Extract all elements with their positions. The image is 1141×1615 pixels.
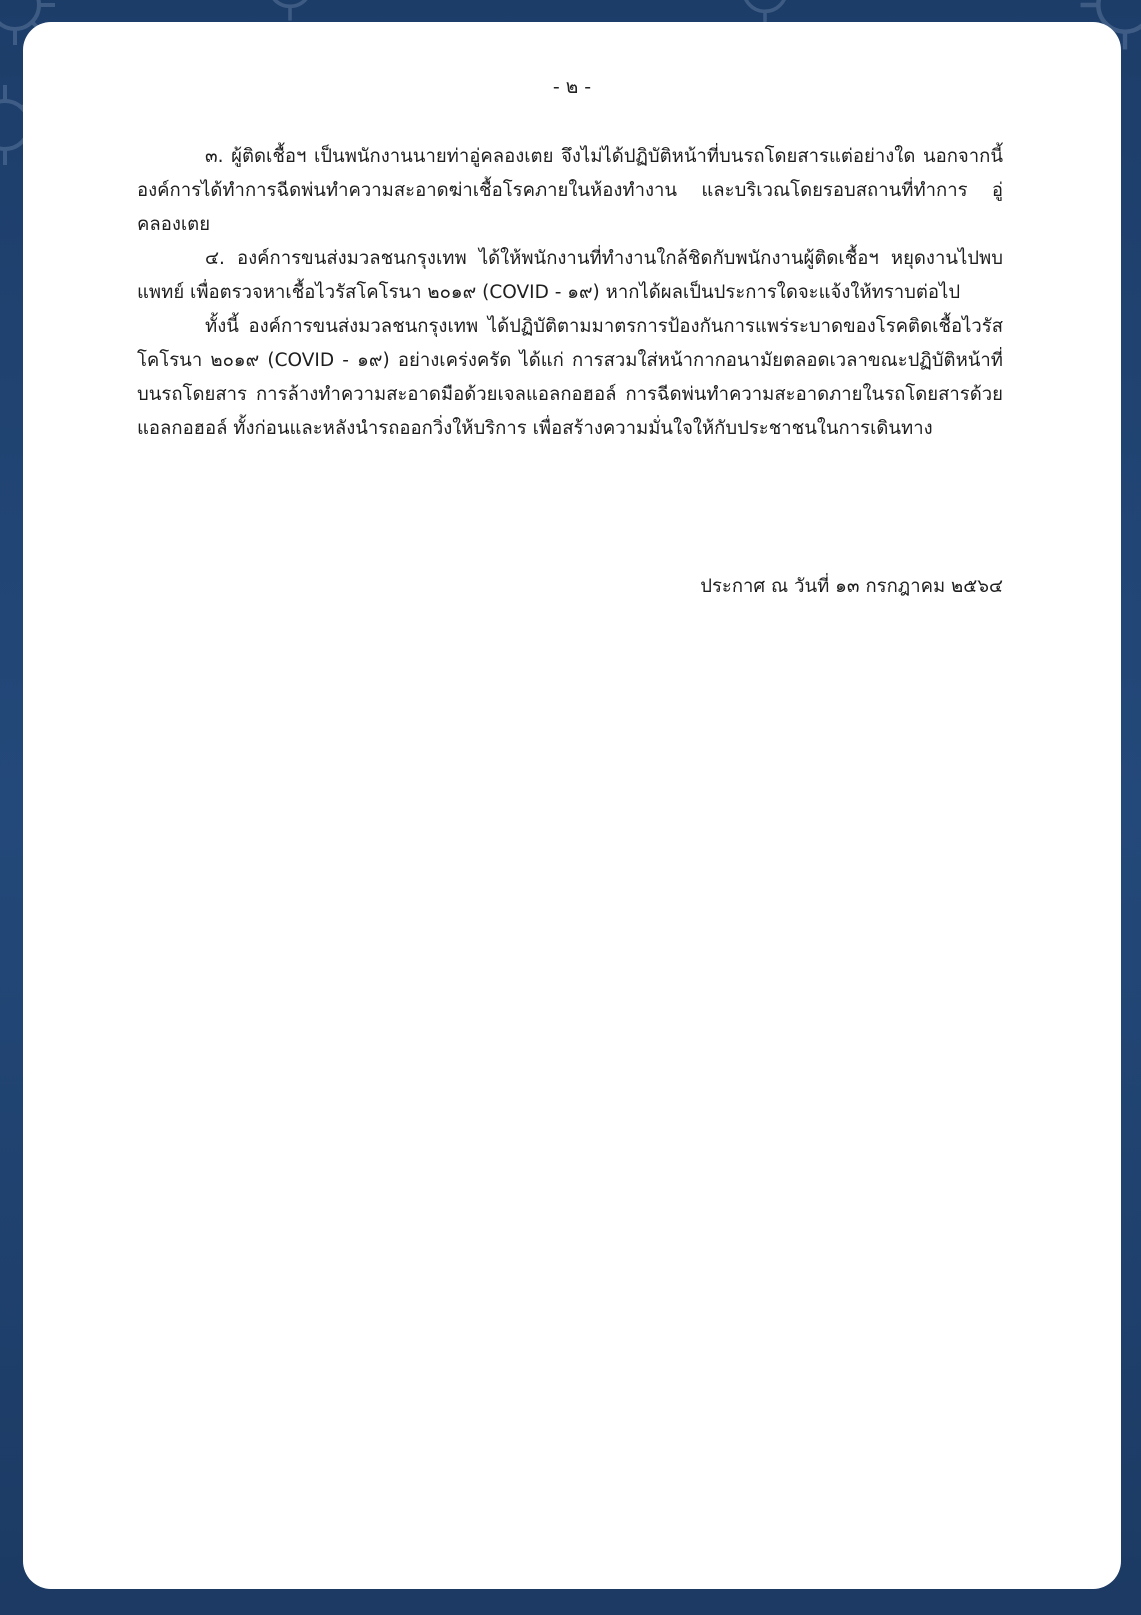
announcement-date: ประกาศ ณ วันที่ ๑๓ กรกฎาคม ๒๕๖๔ — [700, 576, 1003, 597]
page-number: - ๒ - — [552, 76, 592, 98]
paragraph-item-3: ๓. ผู้ติดเชื้อฯ เป็นพนักงานนายท่าอู่คลองเตย จึงไม่ได้ปฏิบัติหน้าที่บนรถโดยสารแต่อย่างใด นอกจากนี้ องค์การได้ทำการฉีดพ่นทำความสะอาดฆ่าเชื้อโรคภายในห้องทำงาน และบริเวณโดยรอบสถานที่ทำการ อู่คลองเตย — [137, 146, 1003, 235]
paragraph-conclusion: ทั้งนี้ องค์การขนส่งมวลชนกรุงเทพ ได้ปฏิบัติตามมาตรการป้องกันการแพร่ระบาดของโรคติดเชื้อไวรัสโคโรนา ๒๐๑๙ (COVID - ๑๙) อย่างเคร่งครัด ได้แก่ การสวมใส่หน้ากากอนามัยตลอดเวลาขณะปฏิบัติหน้าที่บนรถโดยสาร การล้างทำความสะอาดมือด้วยเจลแอลกอฮอล์ การฉีดพ่นทำความสะอาดภายในรถโดยสารด้วยแอลกอฮอล์ ทั้งก่อนและหลังนำรถออกวิ่งให้บริการ เพื่อสร้างความมั่นใจให้กับประชาชนในการเดินทาง — [137, 316, 1003, 439]
document-body — [137, 140, 1003, 446]
document-page — [23, 22, 1121, 1589]
paragraph-item-4: ๔. องค์การขนส่งมวลชนกรุงเทพ ได้ให้พนักงานที่ทำงานใกล้ชิดกับพนักงานผู้ติดเชื้อฯ หยุดงานไปพบแพทย์ เพื่อตรวจหาเชื้อไวรัสโคโรนา ๒๐๑๙ (COVID - ๑๙) หากได้ผลเป็นประการใดจะแจ้งให้ทราบต่อไป — [137, 248, 1003, 303]
